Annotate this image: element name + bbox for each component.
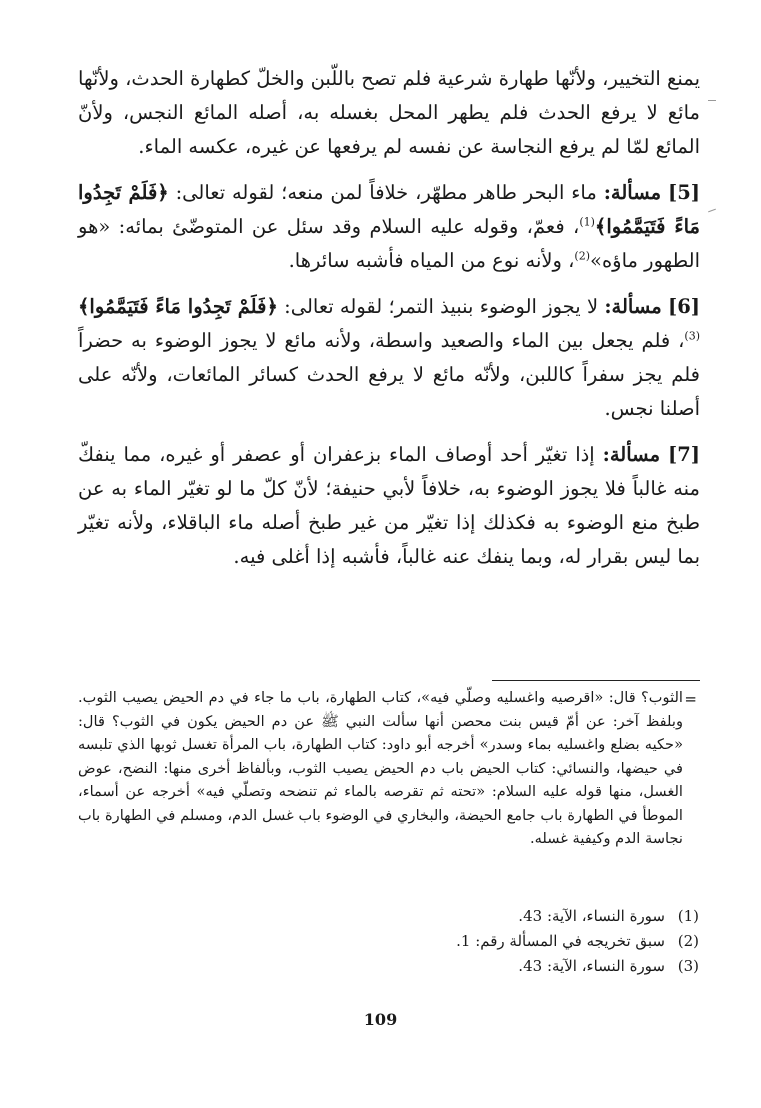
issue-text: لا يجوز الوضوء بنبيذ التمر؛ لقوله تعالى: bbox=[277, 295, 605, 318]
quran-verse: ﴿فَلَمْ تَجِدُوا مَاءً فَتَيَمَّمُوا﴾ bbox=[78, 181, 700, 238]
issue-number: [7] bbox=[667, 443, 700, 466]
footnote-ref: (1) bbox=[579, 215, 595, 229]
main-text bbox=[78, 62, 700, 586]
issue-number: [5] bbox=[667, 181, 700, 204]
issue-5 bbox=[78, 176, 700, 278]
page-number: 109 bbox=[363, 1010, 398, 1029]
issue-label: مسألة: bbox=[604, 295, 662, 318]
footnote-item bbox=[456, 954, 699, 979]
issue-number: [6] bbox=[667, 295, 700, 318]
margin-mark bbox=[708, 209, 716, 213]
issue-label: مسألة: bbox=[603, 181, 662, 204]
issue-text: ماء البحر طاهر مطهّر، خلافاً لمن منعه؛ لقوله تعالى: bbox=[168, 181, 604, 204]
footnote-continuation-mark: = bbox=[684, 690, 697, 708]
footnote-item bbox=[456, 904, 699, 929]
footnote-divider bbox=[492, 680, 700, 681]
footnote-text: سورة النساء، الآية: 43. bbox=[518, 907, 665, 925]
paragraph-continuation: يمنع التخيير، ولأنّها طهارة شرعية فلم تصح باللّبن والخلّ كطهارة الحدث، ولأنّها مائع لا يرفع الحدث فلم يطهر المحل بغسله به، أصله المائع النجس، ولأنّ المائع لمّا لم يرفع النجاسة عن نفسه لم يرفعها عن غيره، عكسه الماء. bbox=[78, 67, 700, 158]
issue-label: مسألة: bbox=[602, 443, 661, 466]
footnote-number: (3) bbox=[677, 957, 699, 975]
quran-verse: ﴿فَلَمْ تَجِدُوا مَاءً فَتَيَمَّمُوا﴾ bbox=[78, 295, 278, 318]
issue-text: ، فعمّ، وقوله عليه السلام وقد سئل عن المتوضّئ بمائه: «هو الطهور ماؤه» bbox=[78, 215, 700, 272]
issue-text: إذا تغيّر أحد أوصاف الماء بزعفران أو عصفر أو غيره، مما ينفكّ منه غالباً فلا يجوز الوضوء به، خلافاً لأبي حنيفة؛ لأنّ كلّ ما لو تغيّر الماء به عن طبخ منع الوضوء به فكذلك إذا تغيّر من غير طبخ أصله ماء الباقلاء، ولأنه تغيّر بما ليس بقرار له، وبما ينفك عنه غالباً، فأشبه إذا أغلى فيه. bbox=[78, 443, 700, 568]
footnote-number: (1) bbox=[677, 907, 699, 925]
footnote-text: سبق تخريجه في المسألة رقم: 1. bbox=[456, 932, 665, 950]
footnote-ref: (3) bbox=[684, 329, 700, 343]
margin-mark bbox=[708, 100, 716, 101]
issue-7 bbox=[78, 438, 700, 574]
footnote-number: (2) bbox=[677, 932, 699, 950]
issue-text: ، ولأنه نوع من المياه فأشبه سائرها. bbox=[288, 249, 575, 272]
footnote-item bbox=[456, 929, 699, 954]
footnote-ref: (2) bbox=[574, 249, 591, 263]
footnote-list bbox=[456, 904, 699, 979]
issue-text: ، فلم يجعل بين الماء والصعيد واسطة، ولأنه مائع لا يجوز الوضوء به حضراً فلم يجز سفراً كاللبن، ولأنّه مائع لا يرفع الحدث كسائر المائعات، ولأنّه على أصلنا نجس. bbox=[78, 329, 700, 420]
footnote-text: سورة النساء، الآية: 43. bbox=[518, 957, 665, 975]
footnote-continued: الثوب؟ قال: «اقرصيه واغسليه وصلّي فيه»، كتاب الطهارة، باب ما جاء في دم الحيض يصيب الثوب. وبلفظ آخر: عن أمّ قيس بنت محصن أنها سألت النبي ﷺ عن دم الحيض يكون في الثوب؟ قال: «حكيه بضلع واغسليه بماء وسدر» أخرجه أبو داود: كتاب الطهارة، باب المرأة تغسل ثوبها الذي تلبسه في حيضها، والنسائي: كتاب الحيض باب دم الحيض يصيب الثوب، وبألفاظ أخرى منها: النضح، عوض الغسل، منها قوله عليه السلام: «تحته ثم تقرصه بالماء ثم تنضحه وتصلّي فيه» أخرجه عن أسماء، الموطأ في الطهارة باب جامع الحيضة، والبخاري في الوضوء باب غسل الدم، ومسلم في الطهارة باب نجاسة الدم وكيفية غسله. bbox=[78, 689, 683, 847]
issue-6 bbox=[78, 290, 700, 426]
